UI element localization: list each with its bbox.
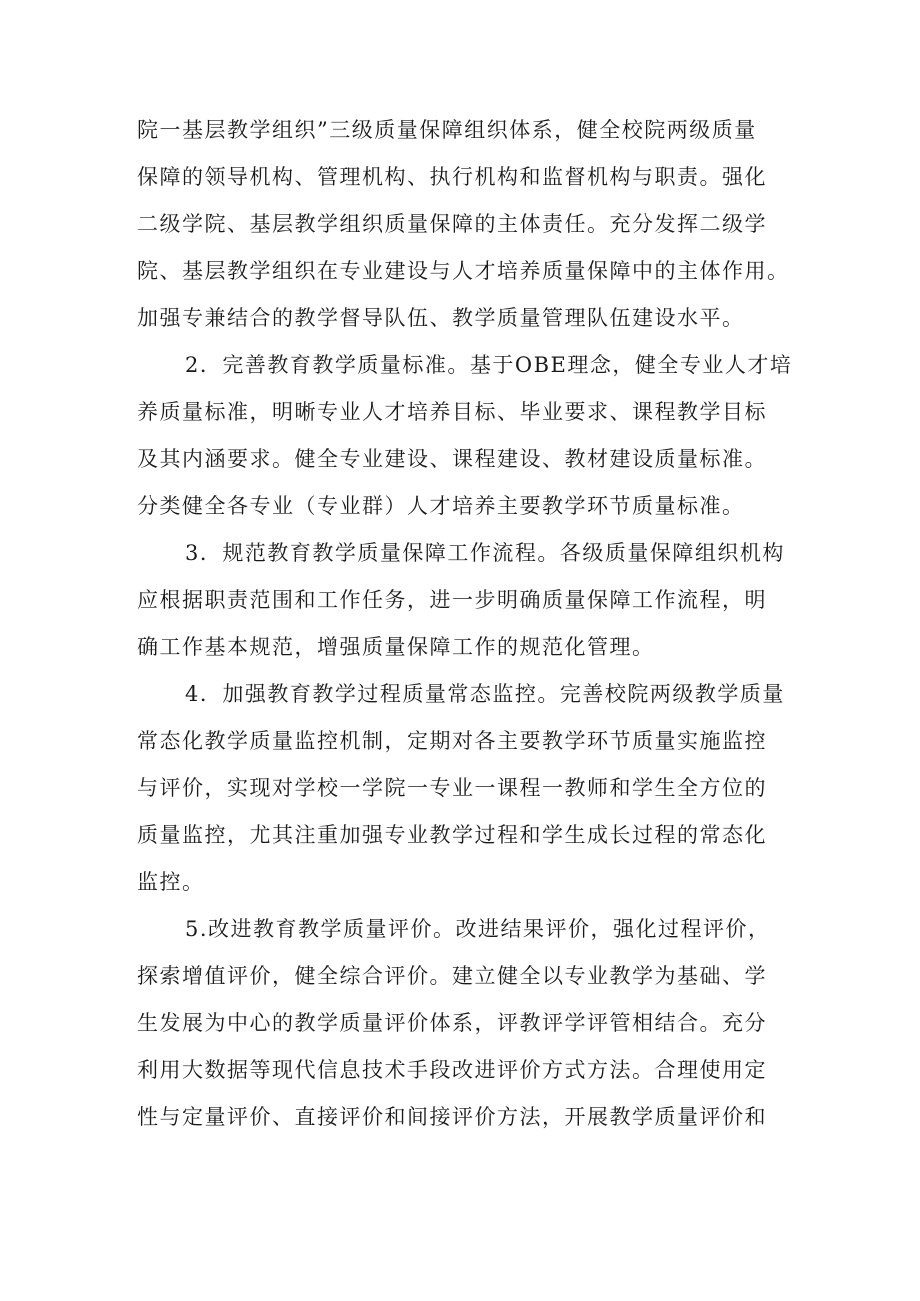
section-4-heading-line: 4．加强教育教学过程质量常态监控。完善校院两级教学质量 — [185, 682, 785, 706]
text-line: 保障的领导机构、管理机构、执行机构和监督机构与职责。强化 — [137, 165, 767, 189]
section-5-heading-line: 5.改进教育教学质量评价。改进结果评价，强化过程评价， — [185, 917, 771, 941]
text-line: 分类健全各专业（专业群）人才培养主要教学环节质量标准。 — [137, 494, 745, 518]
text-line: 二级学院、基层教学组织质量保障的主体责任。充分发挥二级学 — [137, 212, 767, 236]
body-text — [137, 107, 807, 1141]
section-2-heading-line: 2．完善教育教学质量标准。基于OBE理念，健全专业人才培 — [185, 353, 793, 377]
text-line: 监控。 — [137, 870, 205, 894]
text-line: 及其内涵要求。健全专业建设、课程建设、教材建设质量标准。 — [137, 447, 767, 471]
text-line: 常态化教学质量监控机制，定期对各主要教学环节质量实施监控 — [137, 729, 767, 753]
text-line: 性与定量评价、直接评价和间接评价方法，开展教学质量评价和 — [137, 1105, 767, 1129]
text-line: 院、基层教学组织在专业建设与人才培养质量保障中的主体作用。 — [137, 259, 790, 283]
text-line: 院一基层教学组织”三级质量保障组织体系，健全校院两级质量 — [137, 118, 757, 142]
section-3-heading-line: 3．规范教育教学质量保障工作流程。各级质量保障组织机构 — [185, 541, 785, 565]
text-line: 质量监控，尤其注重加强专业教学过程和学生成长过程的常态化 — [137, 823, 767, 847]
text-line: 确工作基本规范，增强质量保障工作的规范化管理。 — [137, 635, 655, 659]
text-line: 利用大数据等现代信息技术手段改进评价方式方法。合理使用定 — [137, 1058, 767, 1082]
text-line: 应根据职责范围和工作任务，进一步明确质量保障工作流程，明 — [137, 588, 767, 612]
text-line: 生发展为中心的教学质量评价体系，评教评学评管相结合。充分 — [137, 1011, 767, 1035]
text-line: 与评价，实现对学校一学院一专业一课程一教师和学生全方位的 — [137, 776, 767, 800]
text-line: 探索增值评价，健全综合评价。建立健全以专业教学为基础、学 — [137, 964, 767, 988]
text-line: 加强专兼结合的教学督导队伍、教学质量管理队伍建设水平。 — [137, 306, 745, 330]
text-line: 养质量标准，明晰专业人才培养目标、毕业要求、课程教学目标 — [137, 400, 767, 424]
